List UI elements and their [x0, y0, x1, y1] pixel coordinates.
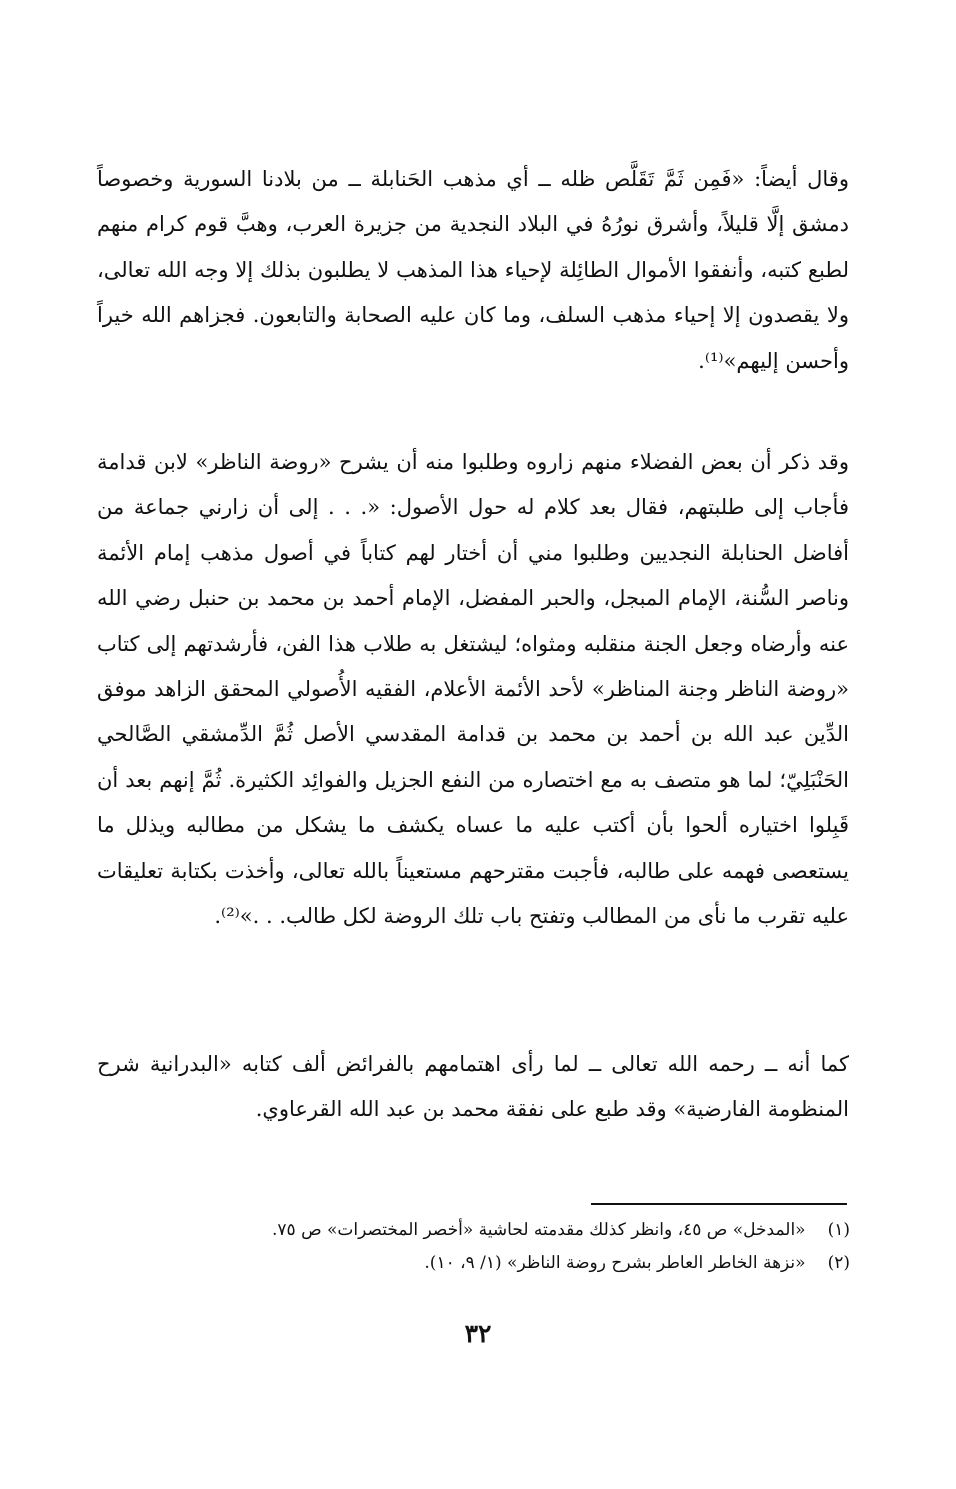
paragraph-2: وقد ذكر أن بعض الفضلاء منهم زاروه وطلبوا منه أن يشرح «روضة الناظر» لابن قدامة فأجاب إلى طلبتهم، فقال بعد كلام له حول الأصول: «. . . إلى أن زارني جماعة من أفاضل الحنابلة النجديين وطلبوا مني أن أختار لهم كتاباً في أصول مذهب إمام الأئمة وناصر السُّنة، الإمام المبجل، والحبر المفضل، الإمام أحمد بن محمد بن حنبل رضي الله عنه وأرضاه وجعل الجنة منقلبه ومثواه؛ ليشتغل به طلاب هذا الفن، فأرشدتهم إلى كتاب «روضة الناظر وجنة المناظر» لأحد الأئمة الأعلام، الفقيه الأُصولي المحقق الزاهد موفق الدِّين عبد الله بن أحمد بن محمد بن قدامة المقدسي الأصل ثُمَّ الدِّمشقي الصَّالحي الحَنْبَلِيّ؛ لما هو متصف به مع اختصاره من النفع الجزيل والفوائِد الكثيرة. ثُمَّ إنهم بعد أن قَبِلوا اختياره ألحوا بأن أكتب عليه ما عساه يكشف ما يشكل من مطالبه ويذلل ما يستعصى فهمه على طالبه، فأجبت مقترحهم مستعيناً بالله تعالى، وأخذت بكتابة تعليقات عليه تقرب ما نأى من المطالب وتفتح باب تلك الروضة لكل طالب. . .»⁽²⁾.: [97, 450, 849, 929]
paragraph-3: كما أنه ــ رحمه الله تعالى ــ لما رأى اهتمامهم بالفرائض ألف كتابه «البدرانية شرح المنظومة الفارضية» وقد طبع على نفقة محمد بن عبد الله القرعاوي.: [97, 1052, 849, 1122]
footnote-divider: [591, 1203, 847, 1205]
footnote-2: [160, 1247, 850, 1280]
footnote-text: «المدخل» ص ٤٥، وانظر كذلك مقدمته لحاشية «أخصر المختصرات» ص ٧٥.: [272, 1220, 806, 1240]
footnote-1: [160, 1214, 850, 1247]
footnotes: [160, 1214, 850, 1280]
page-number: ٣٢: [464, 1319, 492, 1348]
footnote-text: «نزهة الخاطر العاطر بشرح روضة الناظر» (١/ ٩، ١٠).: [424, 1253, 806, 1273]
footnote-number: (١): [827, 1220, 850, 1240]
paragraph-1: وقال أيضاً: «فَمِن ثَمَّ تَقَلَّص ظله ــ أي مذهب الحَنابلة ــ من بلادنا السورية وخصوصاً دمشق إلَّا قليلاً، وأشرق نورُهُ في البلاد النجدية من جزيرة العرب، وهبَّ قوم كرام منهم لطبع كتبه، وأنفقوا الأموال الطائِلة لإحياء هذا المذهب لا يطلبون بذلك إلا وجه الله تعالى، ولا يقصدون إلا إحياء مذهب السلف، وما كان عليه الصحابة والتابعون. فجزاهم الله خيراً وأحسن إليهم»⁽¹⁾.: [97, 167, 849, 373]
footnote-number: (٢): [827, 1253, 850, 1273]
